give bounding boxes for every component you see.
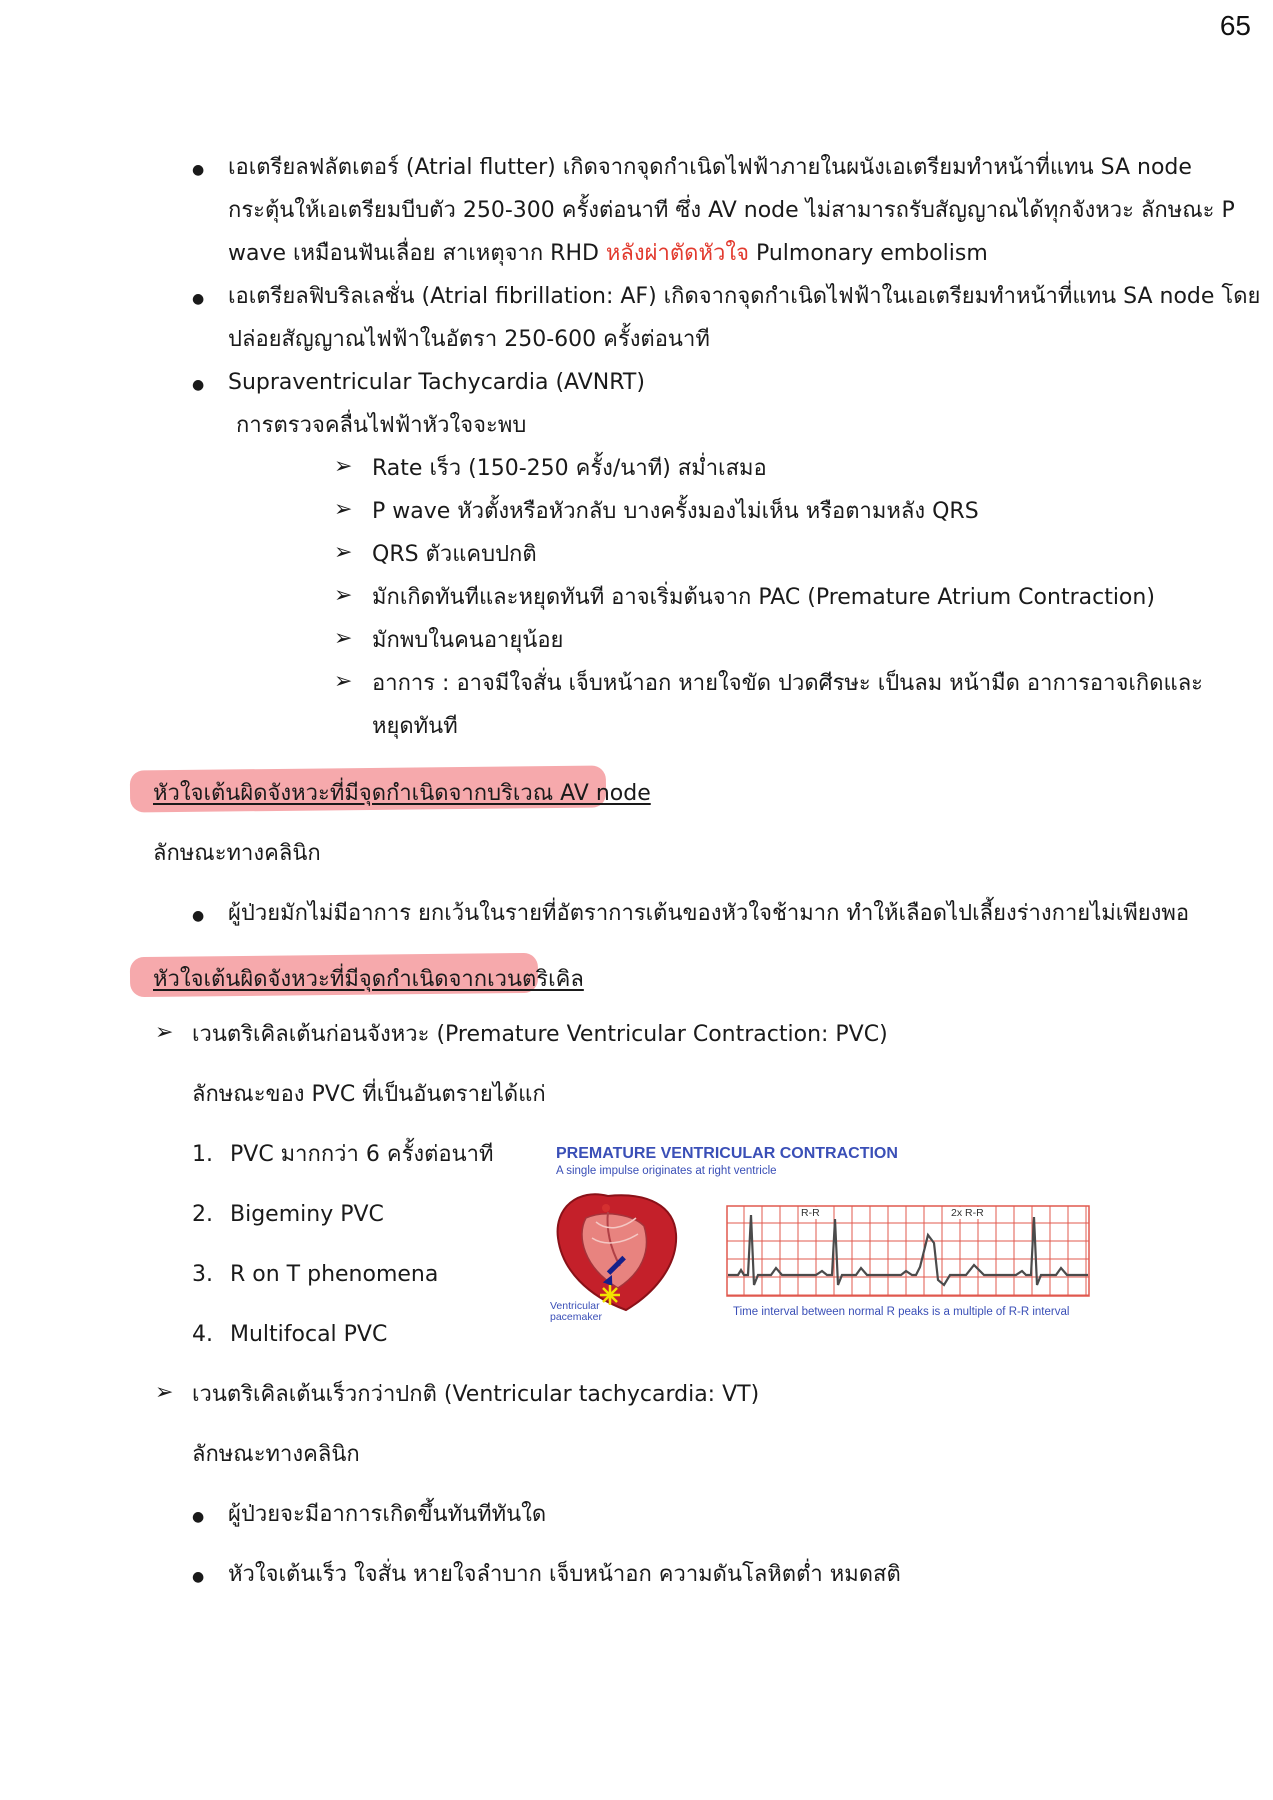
- vt-clinical-label: ลักษณะทางคลินิก: [192, 1442, 360, 1467]
- ecg-finding: มักพบในคนอายุน้อย: [372, 628, 564, 653]
- bullet-dot: ●: [192, 908, 205, 924]
- bullet-dot: ●: [192, 1509, 205, 1525]
- pacemaker-label-1: Ventricular: [550, 1300, 600, 1312]
- figure-caption: Time interval between normal R peaks is a multiple of R-R interval: [733, 1306, 1070, 1318]
- page-number: 65: [1219, 10, 1251, 41]
- arrow-bullet-icon: ➢: [334, 540, 353, 565]
- arrow-bullet-icon: ➢: [334, 583, 353, 608]
- ecg-finding-continued: หยุดทันที: [372, 714, 458, 739]
- ecg-strip: [726, 1205, 1090, 1297]
- arrow-bullet-icon: ➢: [155, 1020, 174, 1045]
- pvc-list-item: PVC มากกว่า 6 ครั้งต่อนาที: [230, 1142, 494, 1167]
- pvc-list-item: Bigeminy PVC: [230, 1202, 384, 1227]
- figure-title: PREMATURE VENTRICULAR CONTRACTION: [556, 1145, 898, 1162]
- ecg-finding: มักเกิดทันทีและหยุดทันที อาจเริ่มต้นจาก PAC (Premature Atrium Contraction): [372, 585, 1155, 610]
- pvc-title: เวนตริเคิลเต้นก่อนจังหวะ (Premature Ventricular Contraction: PVC): [192, 1022, 888, 1047]
- ecg-finding: Rate เร็ว (150-250 ครั้ง/นาที) สม่ำเสมอ: [372, 456, 767, 481]
- pvc-list-item: Multifocal PVC: [230, 1322, 388, 1347]
- arrow-bullet-icon: ➢: [155, 1380, 174, 1405]
- ecg-finding: QRS ตัวแคบปกติ: [372, 542, 537, 567]
- arrow-bullet-icon: ➢: [334, 497, 353, 522]
- heart-illustration: [548, 1188, 688, 1318]
- bullet-dot: ●: [192, 291, 205, 307]
- rr-double-interval-label: 2x R-R: [951, 1207, 984, 1219]
- bullet-dot: ●: [192, 162, 205, 178]
- pvc-list-item: R on T phenomena: [230, 1262, 439, 1287]
- bullet-dot: ●: [192, 377, 205, 393]
- vt-bullet: หัวใจเต้นเร็ว ใจสั่น หายใจลำบาก เจ็บหน้าอก ความดันโลหิตต่ำ หมดสติ: [228, 1562, 901, 1587]
- pvc-danger-label: ลักษณะของ PVC ที่เป็นอันตรายได้แก่: [192, 1082, 546, 1107]
- pacemaker-label-2: pacemaker: [550, 1311, 602, 1323]
- pvc-list-num: 3.: [192, 1262, 213, 1287]
- pvc-list-num: 1.: [192, 1142, 213, 1167]
- af-flutter-line-1: เอเตรียลฟลัตเตอร์ (Atrial flutter) เกิดจากจุดกำเนิดไฟฟ้าภายในผนังเอเตรียมทำหน้าที่แทน SA node: [228, 155, 1192, 180]
- ecg-intro: การตรวจคลื่นไฟฟ้าหัวใจจะพบ: [236, 413, 527, 438]
- arrow-bullet-icon: ➢: [334, 626, 353, 651]
- ecg-finding: อาการ : อาจมีใจสั่น เจ็บหน้าอก หายใจขัด ปวดศีรษะ เป็นลม หน้ามืด อาการอาจเกิดและ: [372, 671, 1203, 696]
- vt-bullet: ผู้ป่วยจะมีอาการเกิดขึ้นทันทีทันใด: [228, 1502, 547, 1527]
- red-emphasis-text: หลังผ่าตัดหัวใจ: [605, 241, 749, 266]
- arrow-bullet-icon: ➢: [334, 454, 353, 479]
- vt-title: เวนตริเคิลเต้นเร็วกว่าปกติ (Ventricular tachycardia: VT): [192, 1382, 760, 1407]
- af-fib-line-2: ปล่อยสัญญาณไฟฟ้าในอัตรา 250-600 ครั้งต่อนาที: [228, 327, 710, 352]
- pacemaker-spark-icon: [600, 1285, 620, 1305]
- pvc-list-num: 2.: [192, 1202, 213, 1227]
- figure-subtitle: A single impulse originates at right ventricle: [556, 1165, 777, 1177]
- arrow-bullet-icon: ➢: [334, 669, 353, 694]
- rr-interval-label: R-R: [801, 1207, 820, 1219]
- ecg-finding: P wave หัวตั้งหรือหัวกลับ บางครั้งมองไม่เห็น หรือตามหลัง QRS: [372, 499, 979, 524]
- pvc-list-num: 4.: [192, 1322, 213, 1347]
- af-flutter-line-2: กระตุ้นให้เอเตรียมบีบตัว 250-300 ครั้งต่อนาที ซึ่ง AV node ไม่สามารถรับสัญญาณได้ทุกจังหวะ ลักษณะ P: [228, 198, 1235, 223]
- section-av-heading: หัวใจเต้นผิดจังหวะที่มีจุดกำเนิดจากบริเวณ AV node: [153, 781, 651, 806]
- av-clinical-label: ลักษณะทางคลินิก: [153, 841, 321, 866]
- section-v-heading: หัวใจเต้นผิดจังหวะที่มีจุดกำเนิดจากเวนตริเคิล: [153, 967, 584, 992]
- af-flutter-line-3: wave เหมือนฟันเลื่อย สาเหตุจาก RHD หลังผ่าตัดหัวใจ Pulmonary embolism: [228, 241, 988, 266]
- af-fib-line-1: เอเตรียลฟิบริลเลชั่น (Atrial fibrillation: AF) เกิดจากจุดกำเนิดไฟฟ้าในเอเตรียมทำหน้าที่แทน SA node โดย: [228, 284, 1261, 309]
- svt-line: Supraventricular Tachycardia (AVNRT): [228, 370, 645, 395]
- bullet-dot: ●: [192, 1569, 205, 1585]
- av-clinical-bullet: ผู้ป่วยมักไม่มีอาการ ยกเว้นในรายที่อัตราการเต้นของหัวใจช้ามาก ทำให้เลือดไปเลี้ยงร่างกายไม่เพียงพอ: [228, 901, 1190, 926]
